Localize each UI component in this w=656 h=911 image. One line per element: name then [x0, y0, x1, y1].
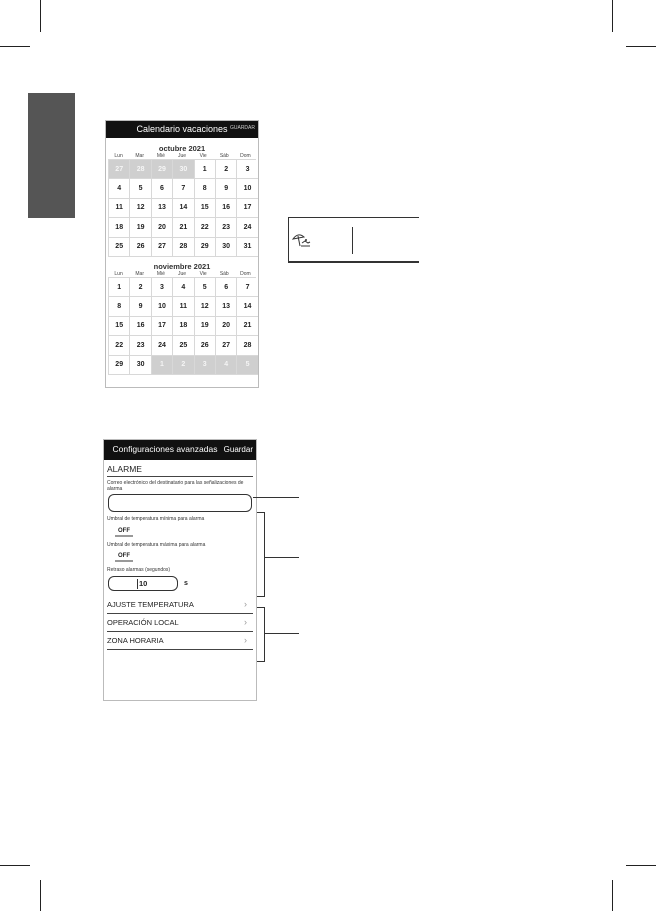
- weekday-label: Vie: [199, 270, 207, 277]
- day-grid: [108, 159, 256, 257]
- divider: [352, 227, 353, 254]
- email-label: Correo electrónico del destinatario para las señalizaciones de alarma: [107, 480, 244, 492]
- calendar-day[interactable]: 11: [173, 297, 194, 316]
- calendar-day[interactable]: 11: [109, 199, 130, 218]
- calendar-day[interactable]: 16: [216, 199, 237, 218]
- calendar-day[interactable]: 17: [237, 199, 258, 218]
- calendar-day[interactable]: 26: [130, 238, 151, 257]
- crop-mark: [612, 880, 613, 911]
- calendar-day[interactable]: 1: [195, 160, 216, 179]
- callout-bracket: [257, 607, 265, 608]
- weekday-label: Mar: [135, 153, 145, 159]
- calendar-day[interactable]: 29: [152, 160, 173, 179]
- calendar-day[interactable]: 26: [195, 336, 216, 355]
- crop-mark: [626, 46, 656, 47]
- callout-bracket: [264, 607, 265, 662]
- calendar-day[interactable]: 7: [173, 179, 194, 198]
- calendar-day[interactable]: 28: [237, 336, 258, 355]
- weekday-row: [108, 153, 256, 159]
- calendar-day[interactable]: 1: [152, 356, 173, 375]
- calendar-day[interactable]: 6: [152, 179, 173, 198]
- save-button[interactable]: Guardar: [223, 445, 253, 454]
- calendar-day[interactable]: 4: [173, 278, 194, 297]
- crop-mark: [40, 0, 41, 32]
- weekday-label: Mar: [135, 270, 145, 277]
- divider: [107, 476, 253, 477]
- calendar-day[interactable]: 17: [152, 317, 173, 336]
- crop-mark: [626, 865, 656, 866]
- calendar-day[interactable]: 1: [109, 278, 130, 297]
- menu-item-timezone[interactable]: [107, 632, 253, 650]
- calendar-day[interactable]: 10: [152, 297, 173, 316]
- calendar-day[interactable]: 25: [173, 336, 194, 355]
- callout-line: [264, 557, 299, 558]
- crop-mark: [0, 46, 30, 47]
- calendar-day[interactable]: 27: [109, 160, 130, 179]
- weekday-label: Mié: [156, 153, 165, 159]
- weekday-label: Mié: [156, 270, 165, 277]
- weekday-label: Dom: [240, 270, 251, 277]
- calendar-day[interactable]: 21: [173, 218, 194, 237]
- menu-item-temperature[interactable]: [107, 596, 253, 614]
- calendar-day[interactable]: 13: [152, 199, 173, 218]
- calendar-day[interactable]: 5: [195, 278, 216, 297]
- calendar-day[interactable]: 23: [130, 336, 151, 355]
- callout-bracket: [257, 512, 265, 513]
- calendar-day[interactable]: 8: [195, 179, 216, 198]
- calendar-day[interactable]: 25: [109, 238, 130, 257]
- calendar-day[interactable]: 7: [237, 278, 258, 297]
- calendar-day[interactable]: 16: [130, 317, 151, 336]
- calendar-day[interactable]: 30: [130, 356, 151, 375]
- chevron-right-icon: ›: [244, 598, 247, 609]
- calendar-day[interactable]: 31: [237, 238, 258, 257]
- divider: [288, 217, 419, 218]
- settings-header: [104, 440, 256, 460]
- calendar-day[interactable]: 27: [216, 336, 237, 355]
- calendar-day[interactable]: 6: [216, 278, 237, 297]
- text-cursor: [137, 579, 138, 589]
- calendar-day[interactable]: 9: [216, 179, 237, 198]
- email-field[interactable]: [108, 494, 252, 512]
- weekday-row: [108, 271, 256, 277]
- calendar-title: Calendario vacaciones: [136, 124, 228, 134]
- calendar-day[interactable]: 19: [130, 218, 151, 237]
- calendar-day[interactable]: 21: [237, 317, 258, 336]
- callout-line: [264, 633, 299, 634]
- menu-item-local-operation[interactable]: [107, 614, 253, 632]
- calendar-day[interactable]: 20: [216, 317, 237, 336]
- callout-line: [253, 497, 299, 498]
- month-october: [106, 144, 258, 257]
- calendar-day[interactable]: 12: [130, 199, 151, 218]
- month-title: noviembre 2021: [153, 261, 211, 271]
- calendar-day[interactable]: 10: [237, 179, 258, 198]
- calendar-day[interactable]: 15: [195, 199, 216, 218]
- menu-item-label: OPERACIÓN LOCAL: [107, 617, 179, 627]
- month-november: [106, 262, 258, 375]
- delay-input[interactable]: [108, 576, 178, 591]
- callout-bracket: [257, 596, 265, 597]
- advanced-settings-screen: [103, 439, 257, 701]
- section-title: ALARME: [107, 464, 142, 474]
- calendar-day[interactable]: 24: [237, 218, 258, 237]
- calendar-day[interactable]: 29: [195, 238, 216, 257]
- calendar-day[interactable]: 3: [237, 160, 258, 179]
- callout-bracket: [257, 661, 265, 662]
- weekday-label: Lun: [114, 153, 123, 159]
- calendar-screen: [105, 120, 259, 388]
- calendar-day[interactable]: 22: [195, 218, 216, 237]
- delay-value: 10: [139, 578, 148, 588]
- calendar-day[interactable]: 4: [109, 179, 130, 198]
- calendar-day[interactable]: 28: [173, 238, 194, 257]
- calendar-day[interactable]: 9: [130, 297, 151, 316]
- menu-item-label: AJUSTE TEMPERATURA: [107, 599, 194, 609]
- calendar-header: [106, 121, 258, 138]
- crop-mark: [40, 880, 41, 911]
- divider: [288, 217, 289, 261]
- calendar-day[interactable]: 4: [216, 356, 237, 375]
- vacation-indicator: [288, 217, 419, 263]
- calendar-day[interactable]: 24: [152, 336, 173, 355]
- toggle-underline: [115, 560, 133, 562]
- calendar-day[interactable]: 8: [109, 297, 130, 316]
- calendar-day[interactable]: 13: [216, 297, 237, 316]
- crop-mark: [612, 0, 613, 32]
- calendar-day[interactable]: 28: [130, 160, 151, 179]
- delay-unit: s: [184, 579, 188, 587]
- calendar-day[interactable]: 15: [109, 317, 130, 336]
- calendar-day[interactable]: 22: [109, 336, 130, 355]
- calendar-day[interactable]: 18: [109, 218, 130, 237]
- calendar-day[interactable]: 2: [216, 160, 237, 179]
- calendar-day[interactable]: 18: [173, 317, 194, 336]
- weekday-label: Dom: [240, 153, 251, 159]
- max-threshold-label: Umbral de temperatura máxima para alarma: [107, 541, 206, 548]
- delay-row: [108, 576, 256, 591]
- settings-title: Configuraciones avanzadas: [112, 444, 218, 454]
- divider: [288, 261, 419, 263]
- calendar-day[interactable]: 20: [152, 218, 173, 237]
- calendar-day[interactable]: 27: [152, 238, 173, 257]
- calendar-day[interactable]: 30: [173, 160, 194, 179]
- chevron-right-icon: ›: [244, 634, 247, 645]
- weekday-label: Jue: [177, 270, 187, 277]
- calendar-day[interactable]: 5: [130, 179, 151, 198]
- month-title: octubre 2021: [158, 144, 206, 153]
- calendar-day[interactable]: 5: [237, 356, 258, 375]
- language-tab: [28, 93, 75, 218]
- save-button[interactable]: GUARDAR: [229, 125, 255, 131]
- calendar-day[interactable]: 3: [195, 356, 216, 375]
- calendar-day[interactable]: 19: [195, 317, 216, 336]
- delay-label: Retraso alarmas (segundos): [107, 567, 171, 573]
- day-grid: [108, 277, 256, 375]
- calendar-day[interactable]: 30: [216, 238, 237, 257]
- chevron-right-icon: ›: [244, 616, 247, 627]
- weekday-label: Sáb: [219, 153, 229, 159]
- crop-mark: [0, 865, 30, 866]
- calendar-day[interactable]: 23: [216, 218, 237, 237]
- calendar-day[interactable]: 2: [173, 356, 194, 375]
- callout-bracket: [264, 512, 265, 597]
- menu-item-label: ZONA HORARIA: [107, 635, 164, 645]
- max-threshold-toggle[interactable]: OFF: [118, 553, 130, 559]
- toggle-underline: [115, 535, 133, 537]
- beach-umbrella-icon: [290, 231, 312, 249]
- min-threshold-toggle[interactable]: OFF: [118, 527, 130, 534]
- min-threshold-label: Umbral de temperatura mínima para alarma: [107, 516, 205, 522]
- weekday-label: Lun: [114, 270, 123, 277]
- calendar-day[interactable]: 29: [109, 356, 130, 375]
- weekday-label: Sáb: [219, 270, 229, 277]
- calendar-day[interactable]: 14: [173, 199, 194, 218]
- calendar-day[interactable]: 14: [237, 297, 258, 316]
- weekday-label: Jue: [177, 153, 187, 159]
- weekday-label: Vie: [199, 153, 207, 159]
- calendar-day[interactable]: 12: [195, 297, 216, 316]
- calendar-day[interactable]: 3: [152, 278, 173, 297]
- calendar-day[interactable]: 2: [130, 278, 151, 297]
